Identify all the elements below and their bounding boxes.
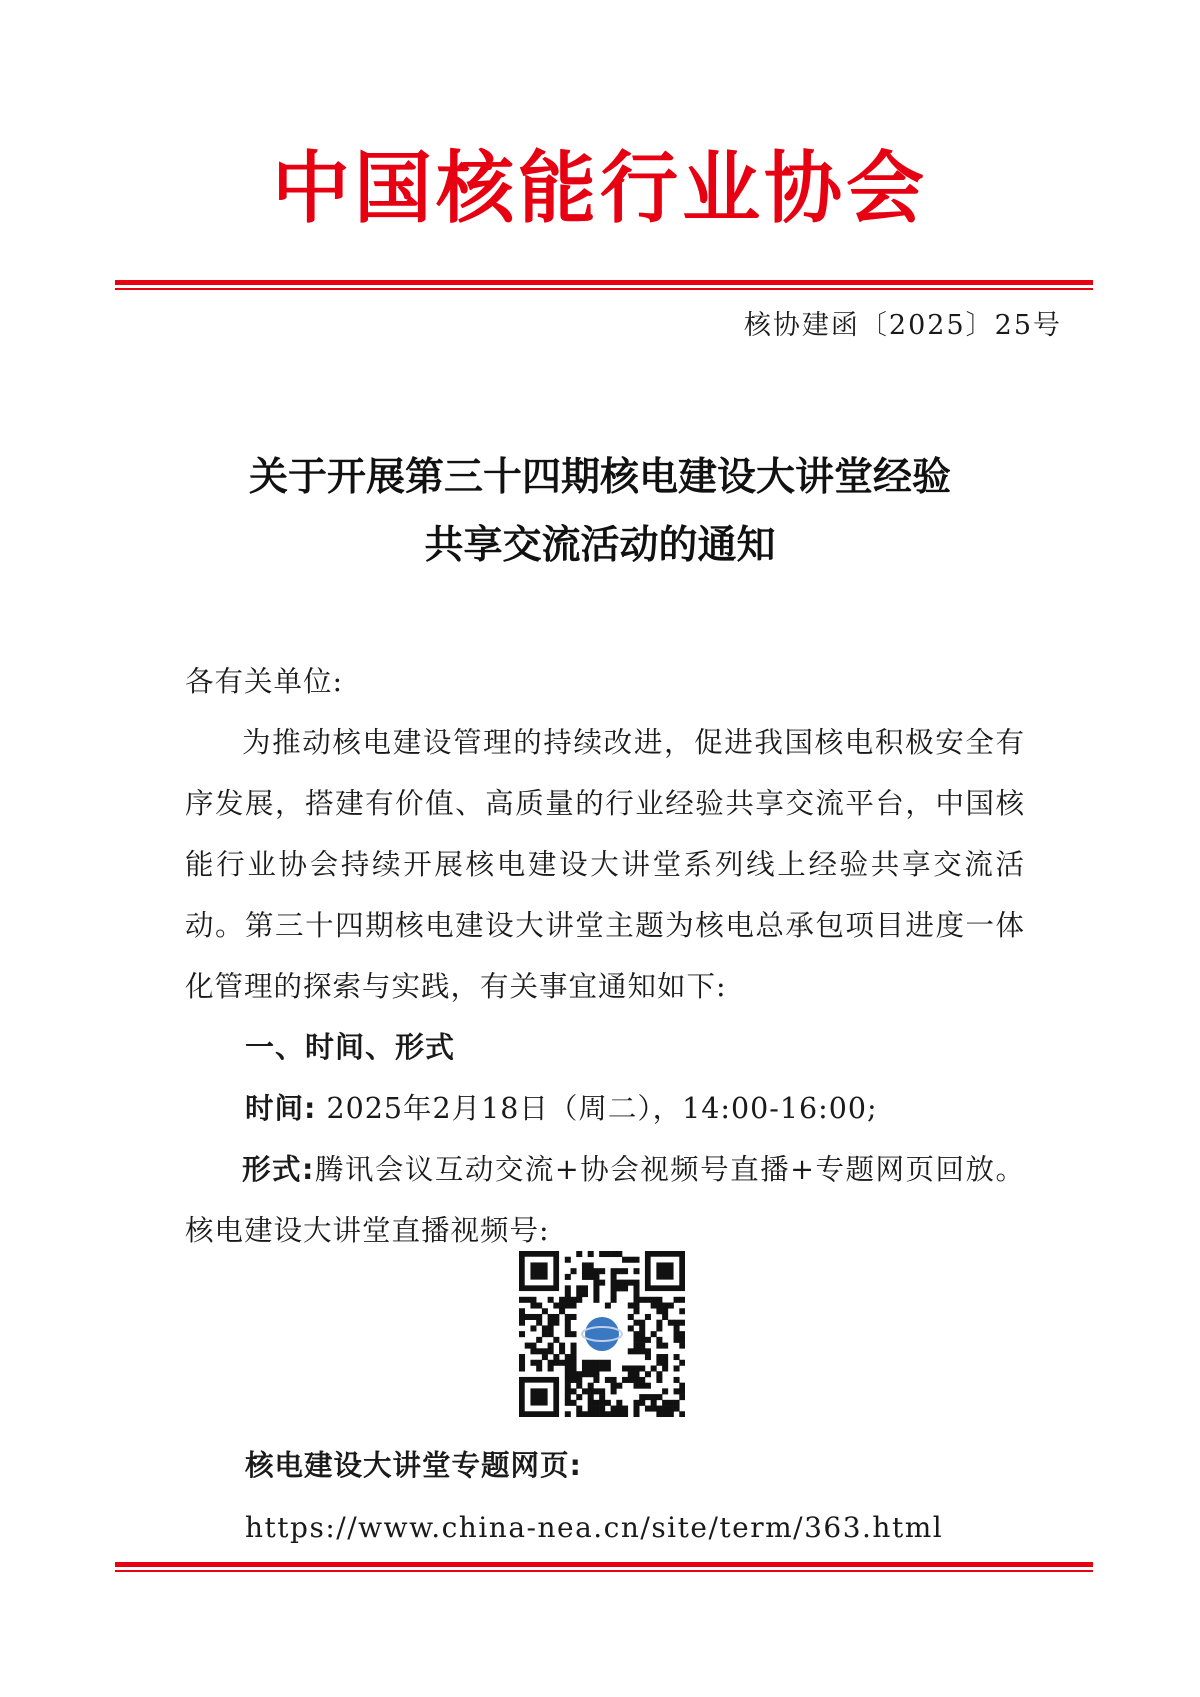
form-value: 腾讯会议互动交流+协会视频号直播+专题网页回放。核电建设大讲堂直播视频号:: [185, 1153, 1025, 1247]
time-value: 2025年2月18日（周二），14:00-16:00;: [326, 1092, 878, 1125]
section-1-heading: 一、时间、形式: [245, 1030, 456, 1064]
org-masthead: 中国核能行业协会: [271, 143, 928, 234]
document-number: 核协建函〔2025〕25号: [743, 310, 1062, 341]
greeting: 各有关单位:: [185, 665, 344, 698]
form-paragraph: [185, 1139, 1025, 1261]
header-divider: [115, 280, 1093, 290]
qr-code-icon[interactable]: [519, 1251, 685, 1417]
qr-code-graphic: [519, 1251, 685, 1417]
time-label: 时间:: [245, 1092, 317, 1125]
notice-title-line-2: 共享交流活动的通知: [424, 522, 776, 568]
footer-divider: [115, 1562, 1093, 1572]
webpage-url-link[interactable]: https://www.china-nea.cn/site/term/363.html: [245, 1511, 944, 1544]
time-line: [245, 1078, 878, 1139]
notice-title-line-1: 关于开展第三十四期核电建设大讲堂经验: [248, 454, 951, 500]
intro-paragraph: 为推动核电建设管理的持续改进，促进我国核电积极安全有序发展，搭建有价值、高质量的行业经验共享交流平台，中国核能行业协会持续开展核电建设大讲堂系列线上经验共享交流活动。第三十四期核电建设大讲堂主题为核电总承包项目进度一体化管理的探索与实践，有关事宜通知如下:: [185, 726, 1025, 1003]
webpage-label: 核电建设大讲堂专题网页:: [245, 1449, 582, 1482]
form-label: 形式:: [242, 1153, 315, 1186]
